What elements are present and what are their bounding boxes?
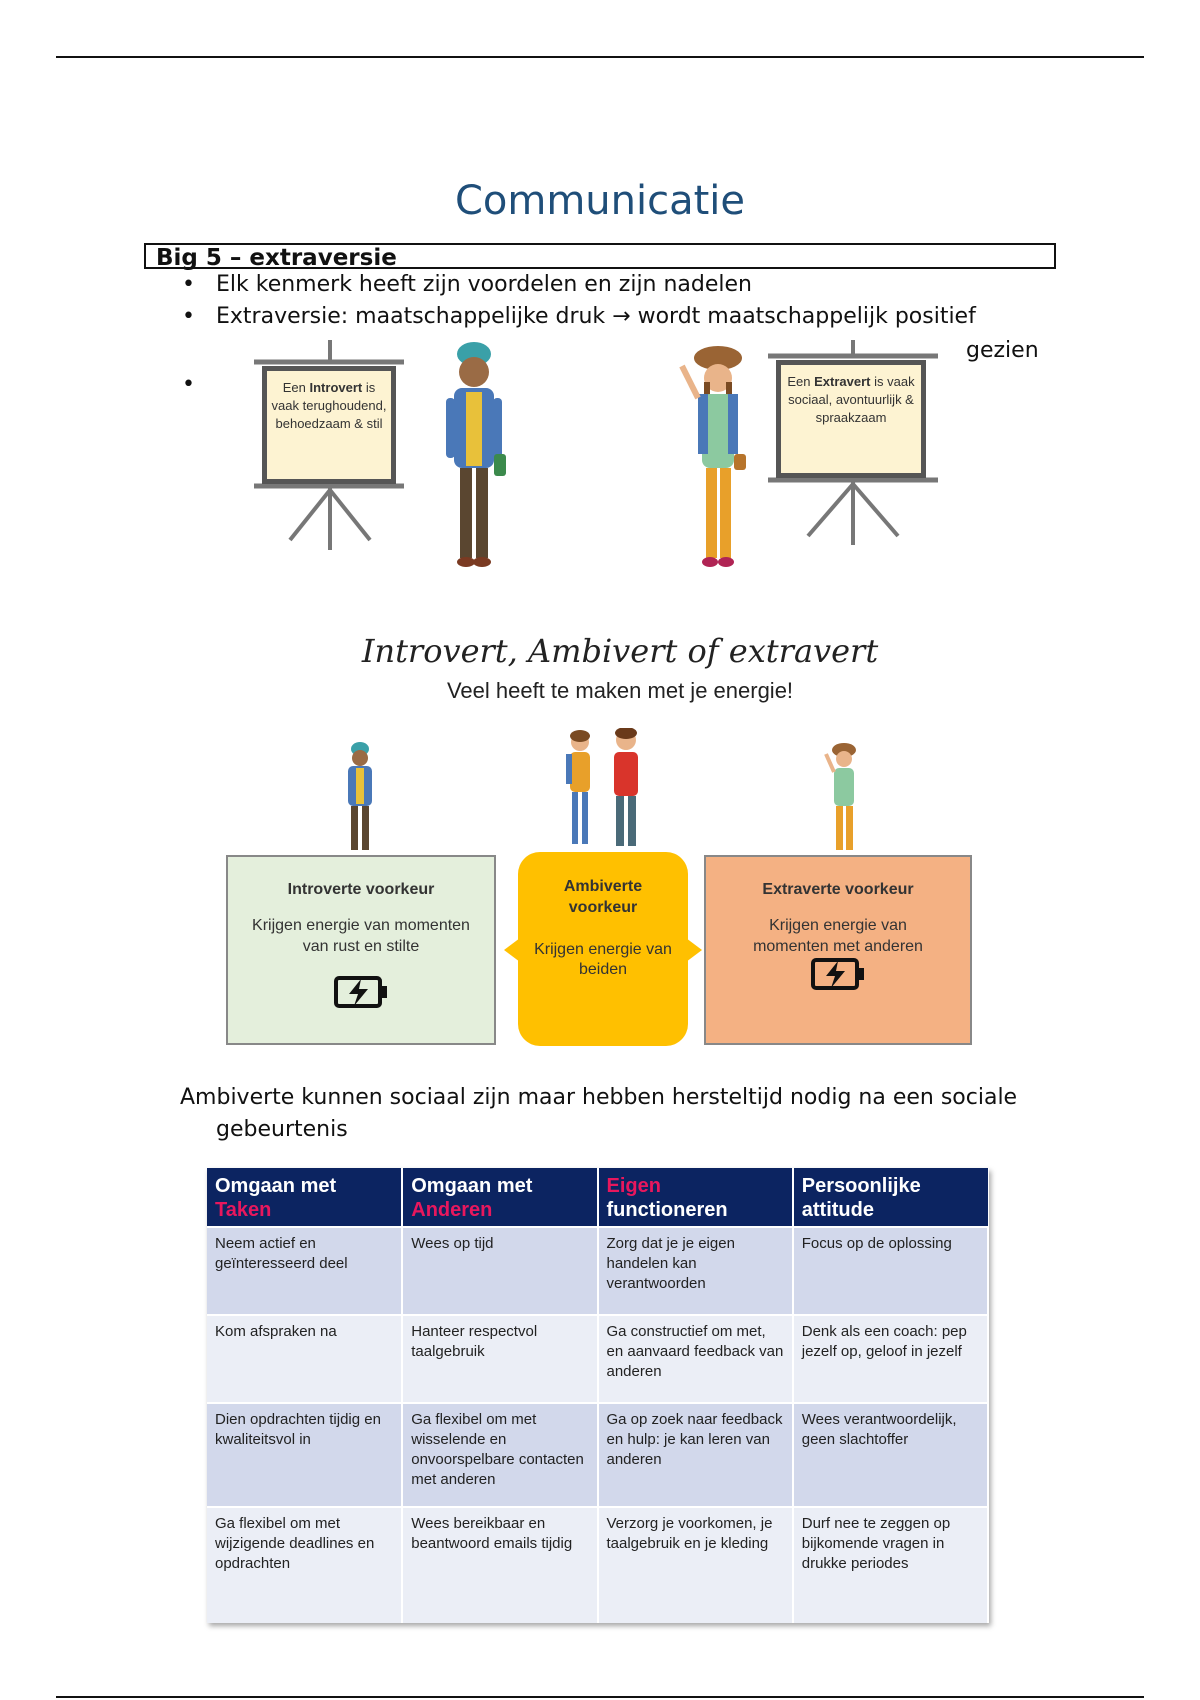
page-title: Communicatie (454, 178, 746, 224)
introvert-person-icon (440, 342, 510, 570)
table-cell: Wees op tijd (402, 1227, 597, 1315)
illustration-subtitle: Veel heeft te maken met je energie! (446, 678, 794, 703)
introvert-preference-box (226, 855, 496, 1045)
extravert-person-icon (676, 346, 756, 576)
bullet-text-2-wrap: gezien (966, 338, 1039, 363)
arrow-right-icon (686, 938, 702, 962)
bottom-rule (56, 1696, 1144, 1698)
table-cell: Verzorg je voorkomen, je taalgebruik en je kleding (598, 1507, 793, 1623)
introvert-figure-icon (342, 742, 378, 854)
table-cell: Ga op zoek naar feedback en hulp: je kan leren van anderen (598, 1403, 793, 1507)
table-row (207, 1227, 988, 1315)
ambivert-preference-body: Krijgen energie van beiden (534, 941, 672, 978)
table-row (207, 1507, 988, 1623)
introvert-extravert-illustration (240, 340, 960, 580)
extravert-figure-icon (824, 742, 864, 854)
battery-charging-icon (333, 975, 389, 1009)
empty-bullet: • (182, 372, 195, 397)
table-cell: Neem actief en geïnteresseerd deel (207, 1227, 402, 1315)
ambivert-preference-heading: Ambiverte voorkeur (563, 878, 643, 916)
illustration-title: Introvert, Ambivert of extravert (361, 632, 879, 670)
introvert-preference-body: Krijgen energie van momenten van rust en stilte (252, 917, 470, 955)
ambivert-paragraph: Ambiverte kunnen sociaal zijn maar hebben hersteltijd nodig na een sociale gebeurtenis (180, 1085, 1018, 1142)
table-cell: Ga constructief om met, en aanvaard feedback van anderen (598, 1315, 793, 1403)
table-cell: Denk als een coach: pep jezelf op, geloof in jezelf (793, 1315, 988, 1403)
table-cell: Ga flexibel om met wisselende en onvoorspelbare contacten met anderen (402, 1403, 597, 1507)
bullet-glyph: • (182, 304, 195, 329)
table-cell: Dien opdrachten tijdig en kwaliteitsvol in (207, 1403, 402, 1507)
table-cell: Kom afspraken na (207, 1315, 402, 1403)
bullet-glyph: • (182, 272, 195, 297)
table-header: Omgaan met Taken (207, 1168, 402, 1227)
table-cell: Wees bereikbaar en beantwoord emails tijdig (402, 1507, 597, 1623)
ambivert-preference-box (518, 852, 688, 1046)
ambivert-figures-icon (562, 728, 652, 850)
arrow-left-icon (504, 938, 520, 962)
extravert-preference-heading: Extraverte voorkeur (762, 881, 914, 898)
section-heading: Big 5 – extraversie (144, 243, 1056, 269)
table-row (207, 1315, 988, 1403)
board-extravert: Een Extravert is vaak sociaal, avontuurlijk & spraakzaam (776, 360, 926, 478)
attitude-table (207, 1168, 989, 1623)
battery-charging-icon (810, 957, 866, 991)
table-row (207, 1403, 988, 1507)
top-rule (56, 56, 1144, 58)
table-header: Eigen functioneren (598, 1168, 793, 1227)
table-cell: Wees verantwoordelijk, geen slachtoffer (793, 1403, 988, 1507)
extravert-preference-body: Krijgen energie van momenten met anderen (753, 917, 923, 955)
extravert-preference-box (704, 855, 972, 1045)
table-header: Omgaan met Anderen (402, 1168, 597, 1227)
table-cell: Focus op de oplossing (793, 1227, 988, 1315)
table-cell: Hanteer respectvol taalgebruik (402, 1315, 597, 1403)
bullet-text-1: Elk kenmerk heeft zijn voordelen en zijn nadelen (216, 272, 753, 297)
table-header: Persoonlijke attitude (793, 1168, 988, 1227)
board-introvert: Een Introvert is vaak terughoudend, behoedzaam & stil (262, 366, 396, 484)
table-header-row (207, 1168, 988, 1227)
introvert-preference-heading: Introverte voorkeur (287, 881, 435, 898)
table-cell: Ga flexibel om met wijzigende deadlines en opdrachten (207, 1507, 402, 1623)
bullet-text-2: Extraversie: maatschappelijke druk → wordt maatschappelijk positief (216, 304, 976, 329)
table-cell: Zorg dat je je eigen handelen kan verantwoorden (598, 1227, 793, 1315)
table-cell: Durf nee te zeggen op bijkomende vragen in drukke periodes (793, 1507, 988, 1623)
